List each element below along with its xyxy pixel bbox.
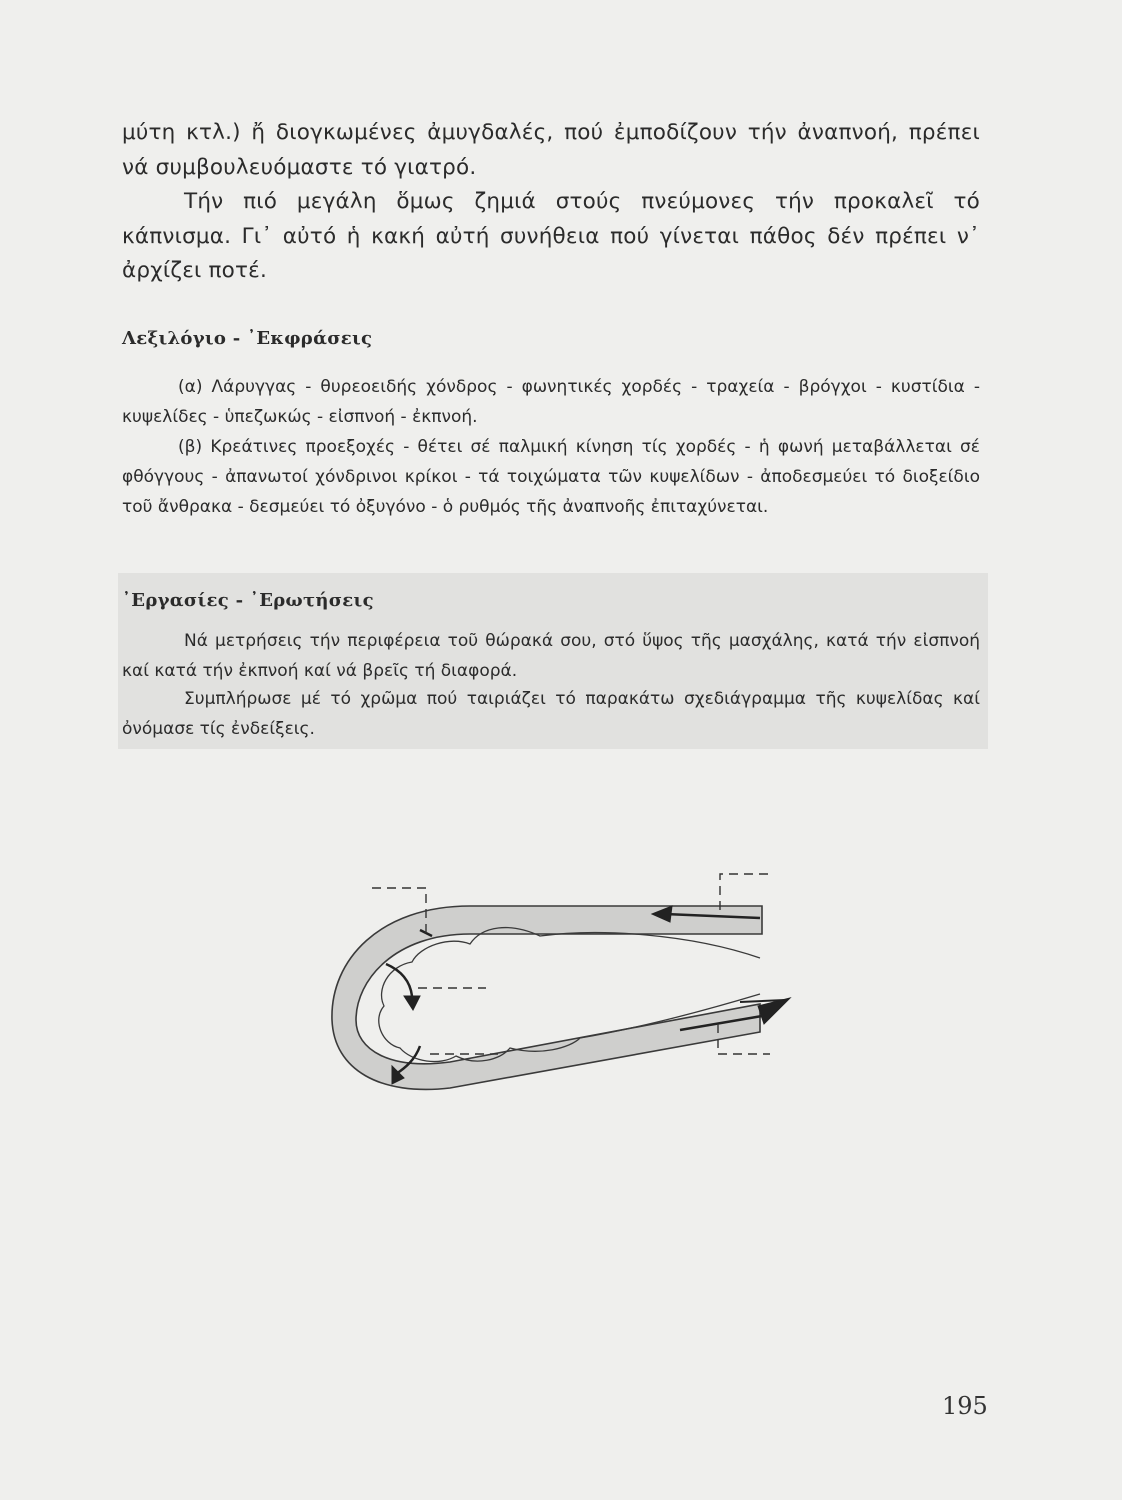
page-number: 195: [942, 1392, 988, 1420]
alveolus-outer-wall: [332, 906, 762, 1089]
body-paragraph-1: μύτη κτλ.) ἤ διογκωμένες ἀμυγδαλές, πού ἐμποδίζουν τήν ἀναπνοή, πρέπει νά συμβουλευόμαστε τό γιατρό.: [122, 120, 980, 180]
vocabulary-item-a: (α) Λάρυγγας - θυρεοειδής χόνδρος - φωνητικές χορδές - τραχεία - βρόγχοι - κυστίδια - κυψελίδες - ὑπεζωκώς - εἰσπνοή - ἐκπνοή.: [122, 377, 980, 427]
alveolus-diagram: [0, 850, 1122, 1110]
body-paragraph-2: Τήν πιό μεγάλη ὅμως ζημιά στούς πνεύμονες τήν προκαλεῖ τό κάπνισμα. Γι᾽ αὐτό ἡ κακή αὐτή συνήθεια πού γίνεται πάθος δέν πρέπει ν᾽ ἀρχίζει ποτέ.: [122, 189, 980, 283]
vocabulary-heading: Λεξιλόγιο - ᾽Εκφράσεις: [122, 328, 373, 349]
exercise-1: Νά μετρήσεις τήν περιφέρεια τοῦ θώρακά σου, στό ὕψος τῆς μασχάλης, κατά τήν εἰσπνοή καί κατά τήν ἐκπνοή καί νά βρεῖς τή διαφορά.: [122, 631, 980, 681]
vocabulary-item-b: (β) Κρεάτινες προεξοχές - θέτει σέ παλμική κίνηση τίς χορδές - ἡ φωνή μεταβάλλεται σέ φθόγγους - ἀπανωτοί χόνδρινοι κρίκοι - τά τοιχώματα τῶν κυψελίδων - ἀποδεσμεύει τό διοξείδιο τοῦ ἄνθρακα - δεσμεύει τό ὀξυγόνο - ὁ ρυθμός τῆς ἀναπνοῆς ἐπιταχύνεται.: [122, 437, 980, 517]
exercises-heading: ᾽Εργασίες - ᾽Ερωτήσεις: [122, 590, 374, 611]
exercise-2: Συμπλήρωσε μέ τό χρῶμα πού ταιριάζει τό παρακάτω σχεδιάγραμμα τῆς κυψελίδας καί ὀνόμασε τίς ἐνδείξεις.: [122, 689, 980, 739]
